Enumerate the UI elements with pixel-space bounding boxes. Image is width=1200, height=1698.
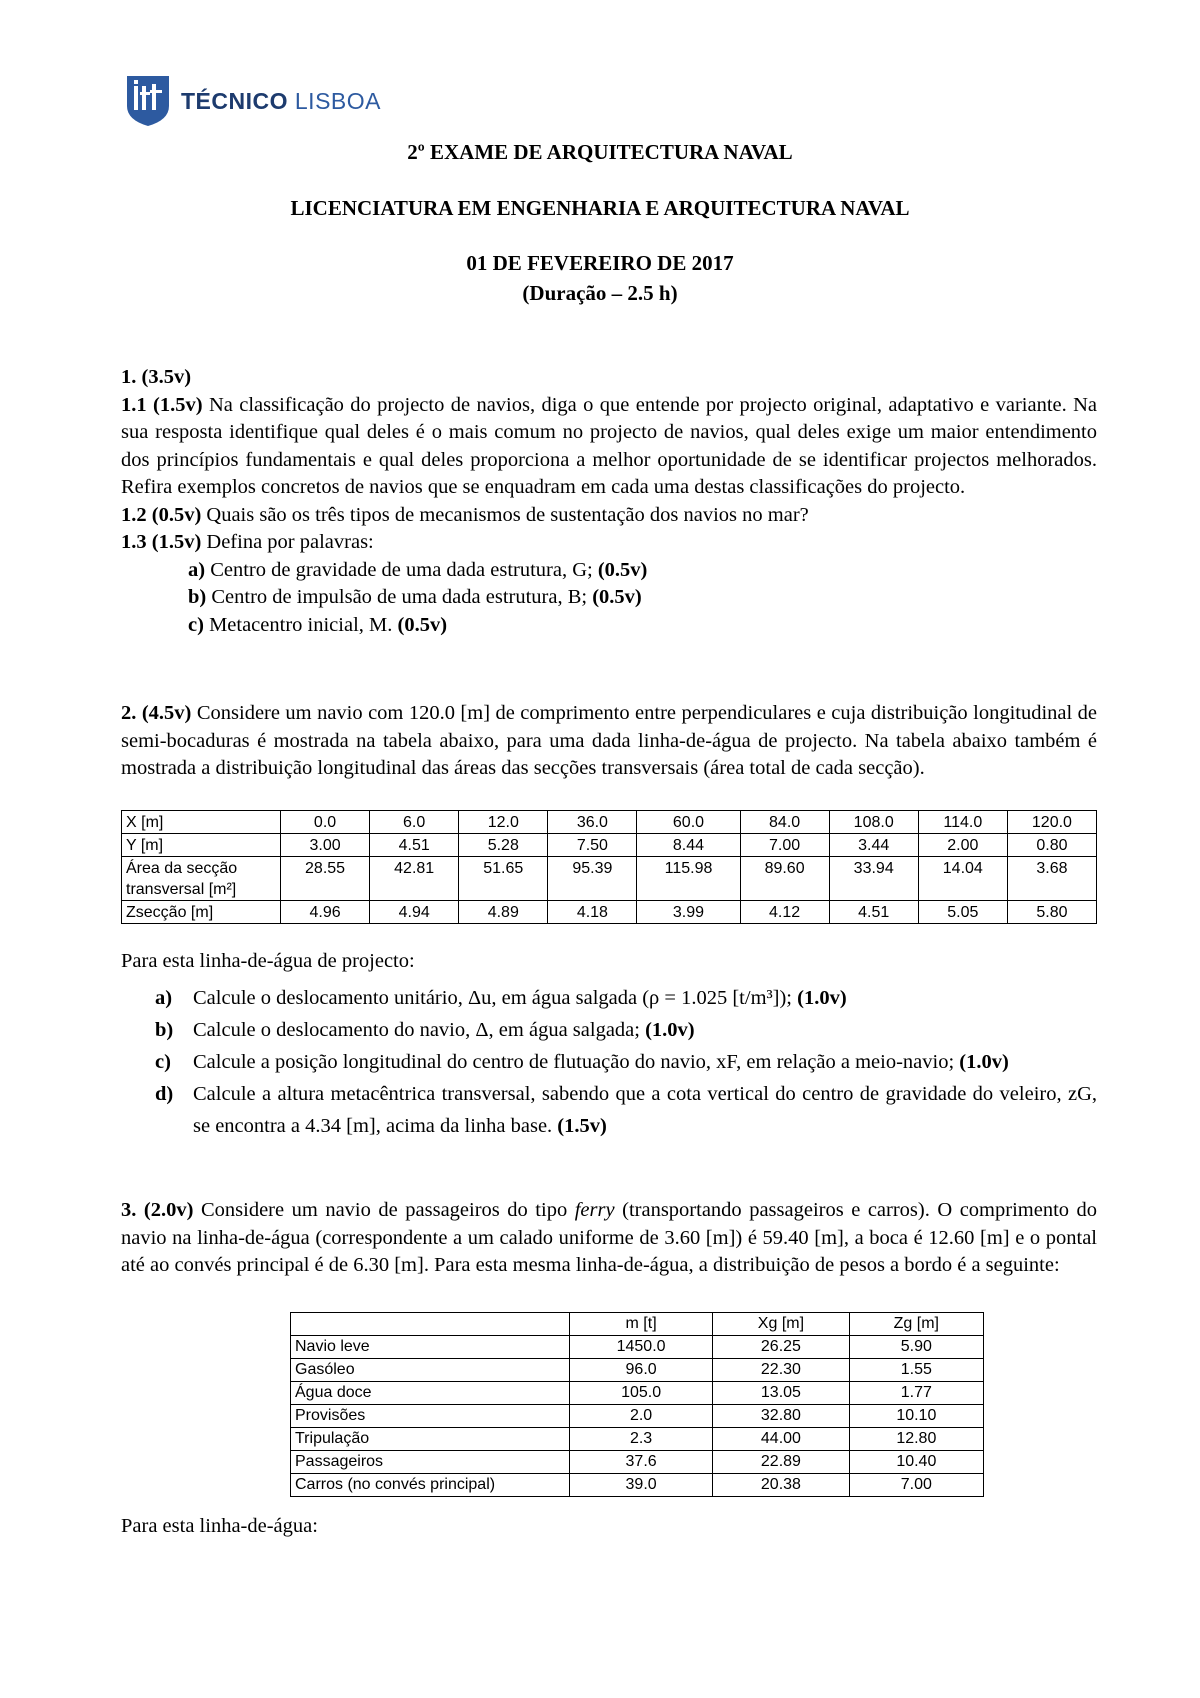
table-cell: 2.0 (570, 1405, 713, 1428)
q3-number: 3. (121, 1199, 137, 1221)
table-cell: 0.80 (1007, 834, 1096, 857)
row-label: Área da secção transversal [m²] (122, 857, 281, 901)
table-cell: 4.12 (740, 901, 829, 924)
q1-number: 1. (121, 366, 137, 388)
table-row (291, 1336, 984, 1359)
table-row-area (122, 857, 1097, 901)
table-header-row (291, 1313, 984, 1336)
q11-score: (1.5v) (153, 393, 203, 416)
table-row (291, 1359, 984, 1382)
q13-item-c (121, 612, 1097, 640)
item-text: Centro de impulsão de uma dada estrutura, B; (211, 586, 588, 608)
item-score: (1.0v) (959, 1051, 1009, 1073)
item-key: a) (155, 987, 173, 1009)
table-cell: 14.04 (918, 857, 1007, 901)
table-cell: 5.90 (849, 1336, 983, 1359)
question-2 (121, 700, 1097, 783)
table-row (291, 1428, 984, 1451)
table-cell: 6.0 (370, 811, 459, 834)
q12-score: (0.5v) (151, 503, 202, 526)
table-cell: 3.68 (1007, 857, 1096, 901)
question-1-1 (121, 392, 1097, 502)
q12-text: Quais são os três tipos de mecanismos de sustentação dos navios no mar? (206, 503, 809, 526)
q2-intro: Para esta linha-de-água de projecto: (121, 950, 415, 972)
table-cell: 51.65 (459, 857, 548, 901)
question-2-text (121, 700, 1097, 783)
item-text: Calcule o deslocamento do navio, Δ, em água salgada; (193, 1019, 640, 1041)
logo-text-light: LISBOA (294, 87, 381, 114)
q1-score: (3.5v) (141, 366, 192, 388)
q13-item-a (121, 557, 1097, 585)
table-cell: Gasóleo (291, 1359, 570, 1382)
question-3 (121, 1197, 1097, 1280)
q2-score: (4.5v) (141, 702, 192, 724)
table-cell: 114.0 (918, 811, 1007, 834)
item-key: c) (188, 613, 204, 636)
q2-item-a (155, 982, 1097, 1014)
exam-duration: (Duração – 2.5 h) (522, 281, 678, 305)
table-row-y (122, 834, 1097, 857)
exam-date: 01 DE FEVEREIRO DE 2017 (466, 251, 734, 275)
q2-item-c (155, 1046, 1097, 1078)
q3-text-em: ferry (574, 1199, 615, 1221)
item-score: (1.0v) (797, 987, 847, 1009)
item-score: (0.5v) (592, 586, 642, 608)
table-cell: 44.00 (713, 1428, 850, 1451)
table-cell: Água doce (291, 1382, 570, 1405)
table-cell: 8.44 (637, 834, 740, 857)
question-1-2 (121, 502, 1097, 530)
table-cell: 4.89 (459, 901, 548, 924)
q11-text: Na classificação do projecto de navios, diga o que entende por projecto original, adaptativo e variante. Na sua resposta identifique qual deles é o mais comum no projecto de navios, qual deles exige um maior entendimento dos princípios fundamentais e qual deles proporciona a melhor oportunidade de se identificar projectos melhorados. Refira exemplos concretos de navios que se enquadram em cada uma destas classificações do projecto. (121, 393, 1098, 498)
table-cell: Provisões (291, 1405, 570, 1428)
header-cell (291, 1313, 570, 1336)
table-row (291, 1382, 984, 1405)
table-cell: 26.25 (713, 1336, 850, 1359)
table-cell: 37.6 (570, 1451, 713, 1474)
table-cell: Carros (no convés principal) (291, 1474, 570, 1497)
table-cell: 12.80 (849, 1428, 983, 1451)
table-cell: 33.94 (829, 857, 918, 901)
table-cell: 4.94 (370, 901, 459, 924)
item-key: c) (155, 1051, 171, 1073)
logo-text-bold: TÉCNICO (181, 87, 288, 114)
q12-number: 1.2 (121, 503, 147, 526)
table-cell: 4.51 (370, 834, 459, 857)
table-cell: 3.00 (281, 834, 370, 857)
table-row (291, 1405, 984, 1428)
q3-score: (2.0v) (143, 1199, 194, 1221)
table-cell: 108.0 (829, 811, 918, 834)
header-cell: Zg [m] (849, 1313, 983, 1336)
q2-items (155, 982, 1097, 1142)
table-cell: 95.39 (548, 857, 637, 901)
item-score: (0.5v) (397, 613, 448, 636)
item-text: Metacentro inicial, M. (209, 613, 393, 636)
table-cell: 5.80 (1007, 901, 1096, 924)
q2-statement: Considere um navio com 120.0 [m] de comprimento entre perpendiculares e cuja distribuição longitudinal de semi-bocaduras é mostrada na tabela abaixo, para uma dada linha-de-água de projecto. Na tabela abaixo também é mostrada a distribuição longitudinal das áreas das secções transversais (área total de cada secção). (121, 702, 1098, 779)
header-cell: m [t] (570, 1313, 713, 1336)
ist-shield-icon (127, 76, 169, 126)
q2-item-b (155, 1014, 1097, 1046)
table-cell: 22.30 (713, 1359, 850, 1382)
table-cell: 2.3 (570, 1428, 713, 1451)
item-score: (1.5v) (557, 1115, 607, 1137)
item-text: Centro de gravidade de uma dada estrutura, G; (210, 558, 593, 581)
q3-text-a: Considere um navio de passageiros do tipo (200, 1199, 568, 1221)
table-cell: 4.51 (829, 901, 918, 924)
item-key: b) (155, 1019, 174, 1041)
table-cell: 39.0 (570, 1474, 713, 1497)
q13-number: 1.3 (121, 531, 147, 553)
table-cell: 89.60 (740, 857, 829, 901)
table-cell: Tripulação (291, 1428, 570, 1451)
question-3-text (121, 1197, 1097, 1280)
table-cell: 3.44 (829, 834, 918, 857)
table-cell: 7.50 (548, 834, 637, 857)
table-cell: 10.40 (849, 1451, 983, 1474)
table-cell: 3.99 (637, 901, 740, 924)
item-key: b) (188, 586, 207, 608)
table-cell: Passageiros (291, 1451, 570, 1474)
table-cell: 7.00 (849, 1474, 983, 1497)
item-key: a) (188, 558, 206, 581)
table-cell: 10.10 (849, 1405, 983, 1428)
item-text: Calcule o deslocamento unitário, Δu, em água salgada (ρ = 1.025 [t/m³]); (193, 987, 793, 1009)
course-title: LICENCIATURA EM ENGENHARIA E ARQUITECTURA NAVAL (290, 196, 910, 220)
item-score: (1.0v) (645, 1019, 695, 1041)
table-cell: 1.77 (849, 1382, 983, 1405)
row-label: X [m] (122, 811, 281, 834)
q2-number: 2. (121, 702, 137, 724)
section-table (121, 810, 1097, 924)
table-cell: 12.0 (459, 811, 548, 834)
question-1 (121, 364, 1097, 639)
table-cell: 4.18 (548, 901, 637, 924)
table-cell: 1.55 (849, 1359, 983, 1382)
table-row-x (122, 811, 1097, 834)
q11-number: 1.1 (121, 393, 147, 416)
table-cell: 7.00 (740, 834, 829, 857)
table-cell: 115.98 (637, 857, 740, 901)
table-cell: 120.0 (1007, 811, 1096, 834)
q13-item-b (121, 584, 1097, 612)
question-1-heading (121, 364, 1097, 392)
q3-outro: Para esta linha-de-água: (121, 1515, 318, 1537)
q13-text: Defina por palavras: (206, 531, 374, 553)
exam-title: 2º EXAME DE ARQUITECTURA NAVAL (407, 140, 793, 164)
table-row (291, 1451, 984, 1474)
table-cell: 60.0 (637, 811, 740, 834)
table-cell: 42.81 (370, 857, 459, 901)
item-score: (0.5v) (597, 558, 648, 581)
table-cell: 22.89 (713, 1451, 850, 1474)
table-cell: 5.28 (459, 834, 548, 857)
table-cell: 32.80 (713, 1405, 850, 1428)
table-cell: 0.0 (281, 811, 370, 834)
table-cell: 13.05 (713, 1382, 850, 1405)
tecnico-lisboa-logo (127, 76, 381, 126)
table-cell: 36.0 (548, 811, 637, 834)
weights-table (290, 1312, 984, 1497)
table-cell: 2.00 (918, 834, 1007, 857)
table-row (291, 1474, 984, 1497)
q2-item-d (155, 1078, 1097, 1142)
table-cell: 96.0 (570, 1359, 713, 1382)
table-cell: Navio leve (291, 1336, 570, 1359)
table-cell: 84.0 (740, 811, 829, 834)
item-text: Calcule a altura metacêntrica transversal, sabendo que a cota vertical do centro de gravidade do veleiro, zG, se encontra a 4.34 [m], acima da linha base. (193, 1083, 1097, 1137)
table-cell: 28.55 (281, 857, 370, 901)
row-label: Zsecção [m] (122, 901, 281, 924)
table-row-z (122, 901, 1097, 924)
q13-score: (1.5v) (151, 531, 202, 553)
item-key: d) (155, 1083, 174, 1105)
header-cell: Xg [m] (713, 1313, 850, 1336)
table-cell: 20.38 (713, 1474, 850, 1497)
table-cell: 105.0 (570, 1382, 713, 1405)
table-cell: 5.05 (918, 901, 1007, 924)
question-1-3 (121, 529, 1097, 557)
row-label: Y [m] (122, 834, 281, 857)
table-cell: 1450.0 (570, 1336, 713, 1359)
table-cell: 4.96 (281, 901, 370, 924)
item-text: Calcule a posição longitudinal do centro de flutuação do navio, xF, em relação a meio-navio; (193, 1051, 955, 1073)
q3-text-b: (transportando passageiros e carros). O comprimento do navio na linha-de-água (correspondente a um calado uniforme de 3.60 [m]) é 59.40 [m], a boca é 12.60 [m] e o pontal até ao convés principal é de 6.30 [m]. Para esta mesma linha-de-água, a distribuição de pesos a bordo é a seguinte: (121, 1199, 1098, 1276)
